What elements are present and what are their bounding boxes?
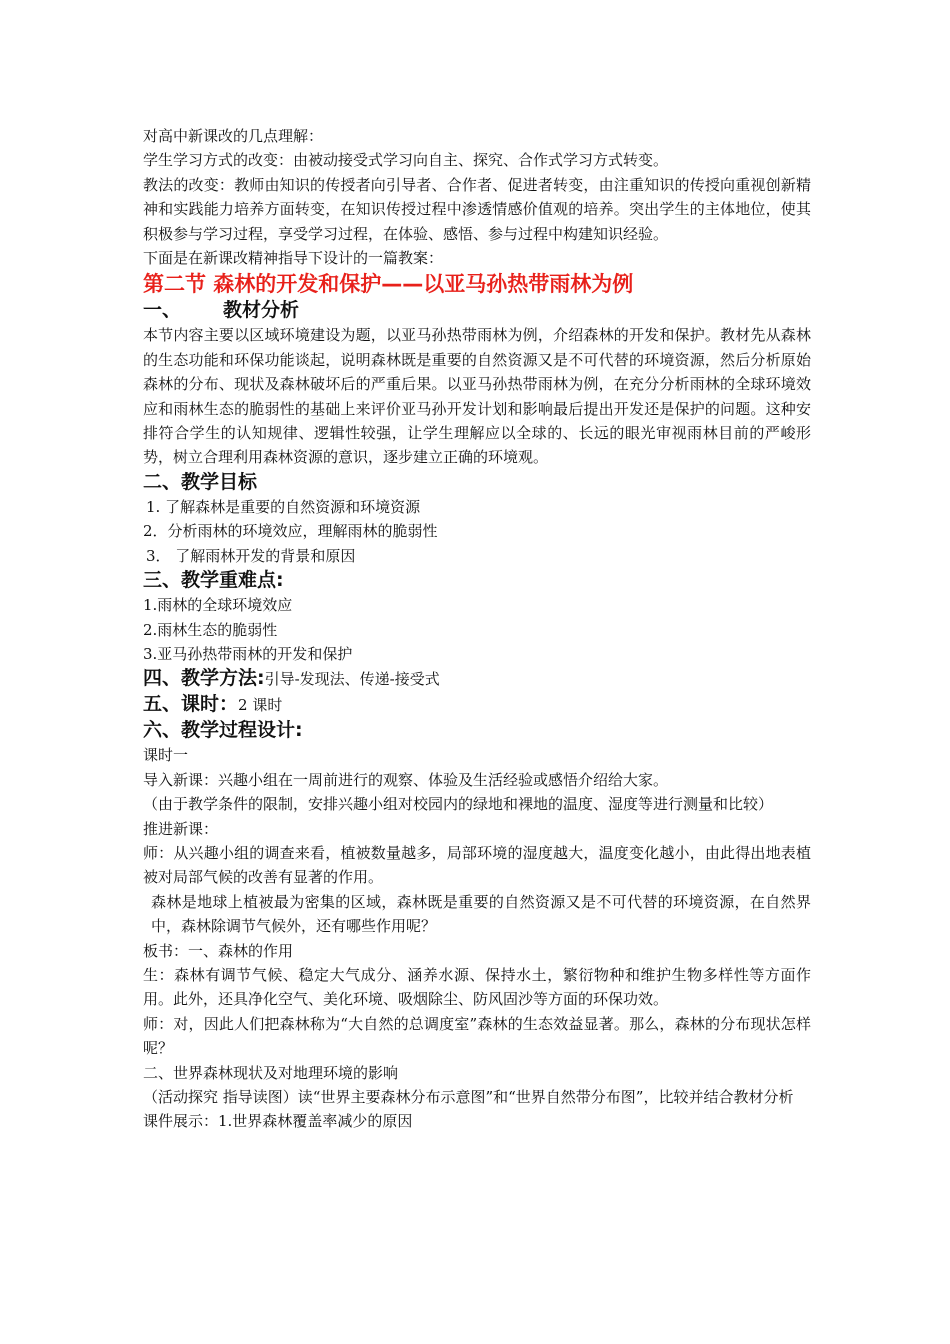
process-paragraph: 推进新课： xyxy=(143,819,219,838)
document-body xyxy=(143,124,811,1134)
section-4-heading xyxy=(143,666,811,692)
section-1-body: 本节内容主要以区域环境建设为题，以亚马孙热带雨林为例，介绍森林的开发和保护。教材先从森林的生态功能和环保功能谈起，说明森林既是重要的自然资源又是不可代替的环境资源，然后分析原始森林的分布、现状及森林破坏后的严重后果。以亚马孙热带雨林为例，在充分分析雨林的全球环境效应和雨林生态的脆弱性的基础上来评价亚马孙开发计划和影响最后提出开发还是保护的问题。这种安排符合学生的认知规律、逻辑性较强，让学生理解应以全球的、长远的眼光审视雨林目前的严峻形势，树立合理利用森林资源的意识，逐步建立正确的环境观。 xyxy=(143,326,811,467)
section-4-title: 四、教学方法: xyxy=(143,667,265,690)
intro-line-2: 学生学习方式的改变：由被动接受式学习向自主、探究、合作式学习方式转变。 xyxy=(143,151,669,170)
process-paragraph: 导入新课：兴趣小组在一周前进行的观察、体验及生活经验或感悟介绍给大家。 xyxy=(143,770,669,789)
process-paragraph: 课时一 xyxy=(143,746,189,765)
section-5-title: 五、课时： xyxy=(143,693,239,716)
section-6-heading: 六、教学过程设计: xyxy=(143,719,303,742)
process-paragraph: 二、世界森林现状及对地理环境的影响 xyxy=(143,1063,399,1082)
objective-item-1: 1. 了解森林是重要的自然资源和环境资源 xyxy=(146,497,421,516)
process-paragraph: 师：对，因此人们把森林称为“大自然的总调度室”森林的生态效益显著。那么，森林的分布现状怎样呢？ xyxy=(143,1014,811,1058)
objective-item-2: 2．分析雨林的环境效应，理解雨林的脆弱性 xyxy=(143,522,438,541)
intro-line-3: 教法的改变：教师由知识的传授者向引导者、合作者、促进者转变，由注重知识的传授向重视创新精神和实践能力培养方面转变，在知识传授过程中渗透情感价值观的培养。突出学生的主体地位，使其积极参与学习过程，享受学习过程，在体验、感悟、参与过程中构建知识经验。 xyxy=(143,175,811,243)
process-paragraph: 生：森林有调节气候、稳定大气成分、涵养水源、保持水土，繁衍物种和维护生物多样性等方面作用。此外，还具净化空气、美化环境、吸烟除尘、防风固沙等方面的环保功效。 xyxy=(143,965,811,1009)
process-paragraph: （活动探究 指导读图）读“世界主要森林分布示意图”和“世界自然带分布图”，比较并结合教材分析 xyxy=(143,1088,794,1106)
section-1-number: 一、 xyxy=(143,299,182,322)
section-2-heading: 二、教学目标 xyxy=(143,470,258,493)
section-1-title: 教材分析 xyxy=(223,299,300,322)
section-3-heading: 三、教学重难点: xyxy=(143,569,284,592)
section-1-heading xyxy=(143,298,811,323)
process-paragraph: 师：从兴趣小组的调查来看，植被数量越多，局部环境的湿度越大，温度变化越小，由此得出地表植被对局部气候的改善有显著的作用。 xyxy=(143,843,811,887)
process-paragraph: （由于教学条件的限制，安排兴趣小组对校园内的绿地和裸地的温度、湿度等进行测量和比较） xyxy=(143,795,774,814)
intro-line-1: 对高中新课改的几点理解： xyxy=(143,127,324,145)
process-paragraph: 板书：一、森林的作用 xyxy=(143,941,294,960)
class-hours-value: 2 课时 xyxy=(238,696,283,715)
keypoint-item-1: 1.雨林的全球环境效应 xyxy=(143,596,293,615)
lesson-title: 第二节 森林的开发和保护——以亚马孙热带雨林为例 xyxy=(143,272,634,297)
process-paragraph: 森林是地球上植被最为密集的区域，森林既是重要的自然资源又是不可代替的环境资源，在自然界中，森林除调节气候外，还有哪些作用呢？ xyxy=(151,892,811,936)
teaching-method-value: 引导-发现法、传递-接受式 xyxy=(264,670,440,689)
keypoint-item-2: 2.雨林生态的脆弱性 xyxy=(143,620,278,639)
section-5-heading xyxy=(143,692,811,718)
intro-line-4: 下面是在新课改精神指导下设计的一篇教案： xyxy=(143,249,444,268)
keypoint-item-3: 3.亚马孙热带雨林的开发和保护 xyxy=(143,644,353,663)
process-paragraph: 课件展示：1.世界森林覆盖率减少的原因 xyxy=(143,1112,413,1131)
objective-item-3: 3． 了解雨林开发的背景和原因 xyxy=(146,546,356,565)
